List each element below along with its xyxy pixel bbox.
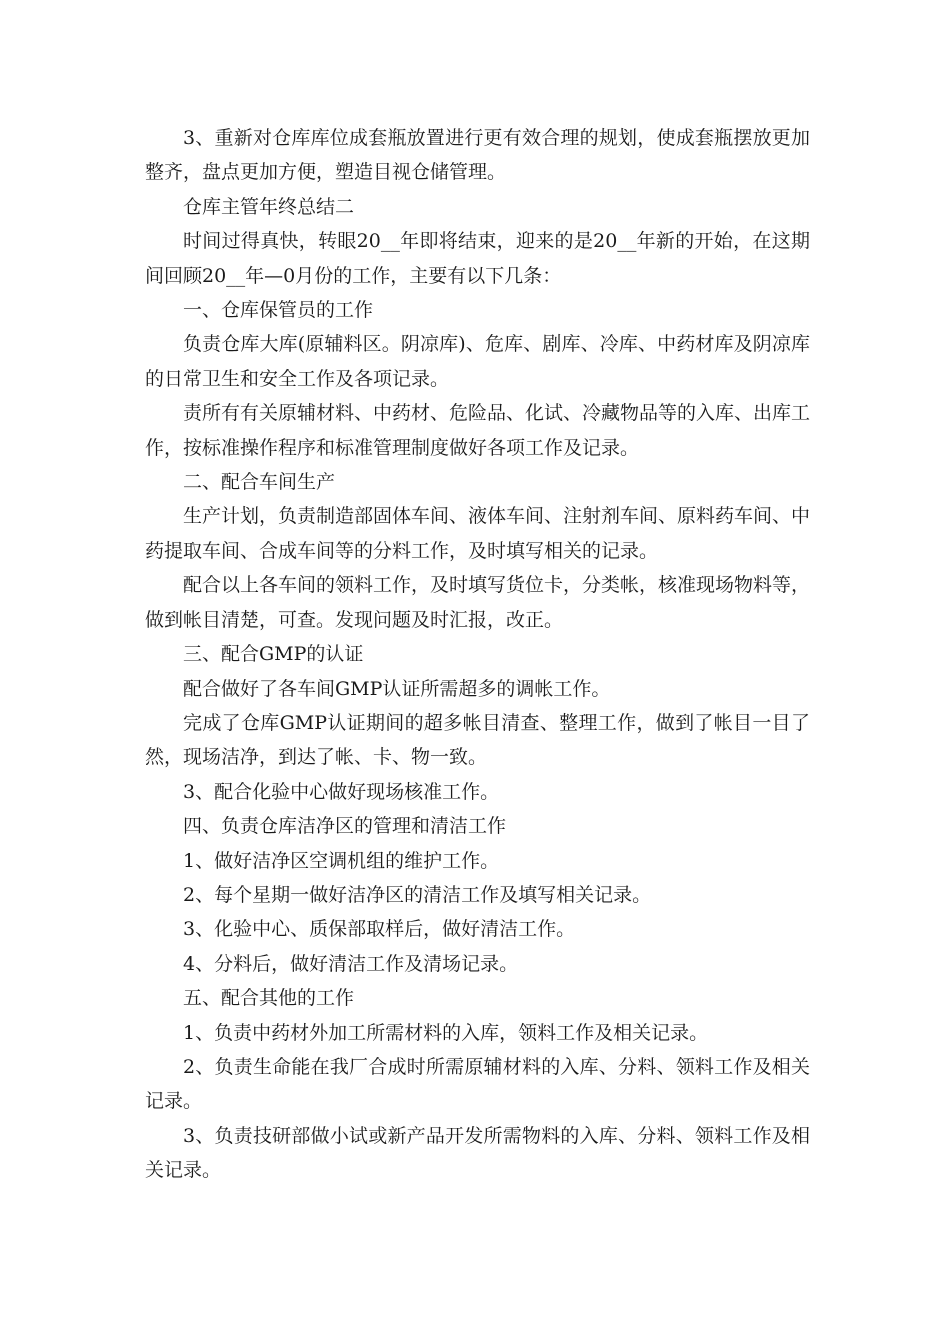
paragraph: 责所有有关原辅材料、中药材、危险品、化试、冷藏物品等的入库、出库工作，按标准操作程序和标准管理制度做好各项工作及记录。 bbox=[145, 402, 811, 459]
paragraph: 配合做好了各车间GMP认证所需超多的调帐工作。 bbox=[183, 677, 611, 700]
paragraph: 完成了仓库GMP认证期间的超多帐目清查、整理工作，做到了帐目一目了然，现场洁净，到达了帐、卡、物一致。 bbox=[145, 711, 810, 769]
paragraph: 配合以上各车间的领料工作，及时填写货位卡，分类帐，核准现场物料等，做到帐目清楚，可查。发现问题及时汇报，改正。 bbox=[145, 574, 811, 631]
section-heading: 四、负责仓库洁净区的管理和清洁工作 bbox=[183, 815, 507, 838]
list-item: 2、每个星期一做好洁净区的清洁工作及填写相关记录。 bbox=[183, 883, 652, 906]
section-title: 仓库主管年终总结二 bbox=[183, 195, 355, 218]
list-item: 3、配合化验中心做好现场核准工作。 bbox=[183, 780, 500, 803]
paragraph: 3、重新对仓库库位成套瓶放置进行更有效合理的规划，使成套瓶摆放更加整齐，盘点更加方便，塑造目视仓储管理。 bbox=[145, 127, 810, 184]
section-heading: 三、配合GMP的认证 bbox=[183, 643, 364, 666]
section-heading: 二、配合车间生产 bbox=[183, 471, 336, 494]
paragraph: 时间过得真快，转眼20__年即将结束，迎来的是20__年新的开始，在这期间回顾20__年—0月份的工作，主要有以下几条： bbox=[145, 230, 810, 287]
list-item: 1、做好洁净区空调机组的维护工作。 bbox=[183, 849, 500, 872]
paragraph: 负责仓库大库(原辅料区。阴凉库)、危库、剧库、冷库、中药材库及阴凉库的日常卫生和安全工作及各项记录。 bbox=[145, 333, 810, 390]
list-item: 1、负责中药材外加工所需材料的入库，领料工作及相关记录。 bbox=[183, 1021, 709, 1044]
section-heading: 五、配合其他的工作 bbox=[183, 987, 355, 1010]
list-item: 4、分料后，做好清洁工作及清场记录。 bbox=[183, 952, 519, 975]
document-body bbox=[145, 121, 810, 1188]
paragraph: 生产计划，负责制造部固体车间、液体车间、注射剂车间、原料药车间、中药提取车间、合成车间等的分料工作，及时填写相关的记录。 bbox=[145, 505, 811, 562]
list-item: 2、负责生命能在我厂合成时所需原辅材料的入库、分料、领料工作及相关记录。 bbox=[145, 1055, 810, 1113]
section-heading: 一、仓库保管员的工作 bbox=[183, 299, 374, 322]
list-item: 3、化验中心、质保部取样后，做好清洁工作。 bbox=[183, 918, 576, 941]
list-item: 3、负责技研部做小试或新产品开发所需物料的入库、分料、领料工作及相关记录。 bbox=[145, 1124, 810, 1182]
